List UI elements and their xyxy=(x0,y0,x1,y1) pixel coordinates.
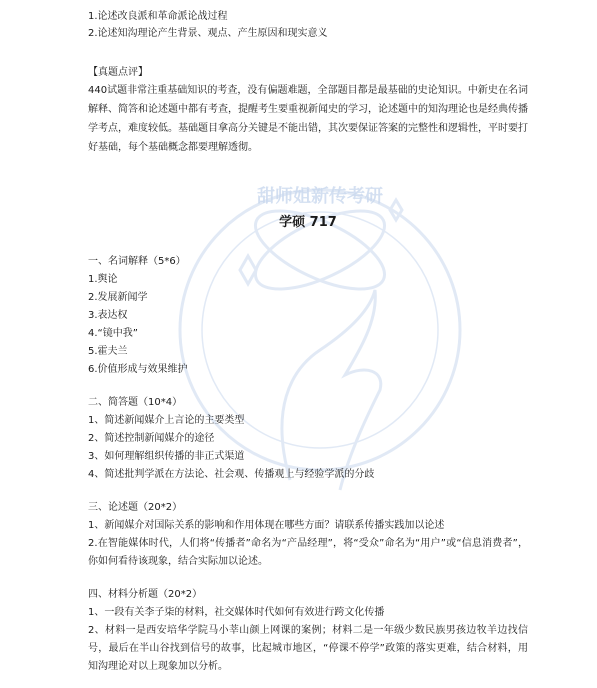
section-heading: 四、材料分析题（20*2） xyxy=(88,589,203,600)
list-item: 2、简述控制新闻媒介的途径 xyxy=(88,433,215,444)
content xyxy=(88,8,528,676)
section-2 xyxy=(88,394,528,484)
list-item: 3.表达权 xyxy=(88,310,128,321)
top-item-2: 2.论述知沟理论产生背景、观点、产生原因和现实意义 xyxy=(88,28,328,39)
list-item: 2、材料一是西安培华学院马小莘山颜上网课的案例；材料二是一年级少数民族男孩边牧羊边找信号，最后在半山谷找到信号的故事，比起城市地区，“停课不停学”政策的落实更难，结合材料，用知沟理论对以上现象加以分析。 xyxy=(88,625,528,672)
section-3 xyxy=(88,499,528,571)
watermark-text: 甜师姐新传考研 xyxy=(257,186,383,207)
list-item: 2.发展新闻学 xyxy=(88,292,148,303)
list-item: 4.“镜中我” xyxy=(88,328,138,339)
list-item: 1、简述新闻媒介上言论的主要类型 xyxy=(88,415,245,426)
list-item: 3、如何理解组织传播的非正式渠道 xyxy=(88,451,245,462)
section-1 xyxy=(88,253,528,379)
list-item: 1.舆论 xyxy=(88,274,118,285)
section-4 xyxy=(88,586,528,676)
exam-title: 学硕 717 xyxy=(279,215,337,230)
review-heading: 【真题点评】 xyxy=(88,67,148,78)
section-heading: 二、简答题（10*4） xyxy=(88,397,183,408)
list-item: 1、新闻媒介对国际关系的影响和作用体现在哪些方面？请联系传播实践加以论述 xyxy=(88,520,445,531)
top-item-1: 1.论述改良派和革命派论战过程 xyxy=(88,11,228,22)
list-item: 2.在智能媒体时代，人们将“传播者”命名为“产品经理”，将“受众”命名为“用户”或“信息消费者”，你如何看待该现象，结合实际加以论述。 xyxy=(88,538,528,567)
list-item: 6.价值形成与效果维护 xyxy=(88,364,188,375)
section-heading: 一、名词解释（5*6） xyxy=(88,256,186,267)
list-item: 5.霍夫兰 xyxy=(88,346,128,357)
section-heading: 三、论述题（20*2） xyxy=(88,502,183,513)
list-item: 1、一段有关李子柒的材料，社交媒体时代如何有效进行跨文化传播 xyxy=(88,607,385,618)
review-body: 440试题非常注重基础知识的考查，没有偏题难题，全部题目都是最基础的史论知识。中新史在名词解释、简答和论述题中都有考查，提醒考生要重视新闻史的学习，论述题中的知沟理论也是经典传播学考点，难度较低。基础题目拿高分关键是不能出错，其次要保证答案的完整性和逻辑性，平时要打好基础，每个基础概念都要理解透彻。 xyxy=(88,85,528,153)
list-item: 4、简述批判学派在方法论、社会观、传播观上与经验学派的分歧 xyxy=(88,469,375,480)
